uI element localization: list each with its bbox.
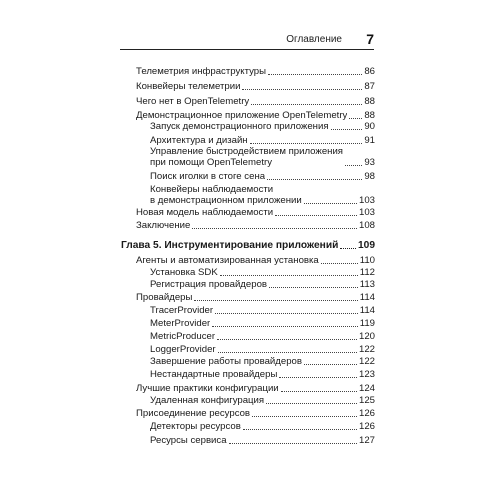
toc-entry-title: Регистрация провайдеров bbox=[150, 279, 267, 290]
toc-entry-page: 103 bbox=[358, 195, 375, 206]
toc-entry[interactable] bbox=[136, 383, 375, 394]
toc-entry[interactable] bbox=[150, 121, 375, 132]
toc-entry[interactable] bbox=[150, 331, 375, 342]
dot-leader bbox=[251, 104, 362, 105]
toc-entry-title: Детекторы ресурсов bbox=[150, 421, 241, 432]
dot-leader bbox=[345, 165, 362, 166]
dot-leader bbox=[243, 429, 357, 430]
toc-entry-title: Агенты и автоматизированная установка bbox=[136, 255, 319, 266]
dot-leader bbox=[266, 403, 357, 404]
toc-entry-page: 90 bbox=[364, 121, 375, 132]
header-page-number: 7 bbox=[366, 31, 374, 47]
toc-entry[interactable] bbox=[150, 171, 375, 182]
toc-entry-page: 88 bbox=[364, 110, 375, 121]
toc-entry-title: Новая модель наблюдаемости bbox=[136, 207, 274, 218]
dot-leader bbox=[220, 275, 358, 276]
toc-entry-title: Архитектура и дизайн bbox=[150, 135, 248, 146]
toc-entry-page: 124 bbox=[358, 383, 375, 394]
toc-entry-page: 86 bbox=[364, 66, 375, 77]
toc-entry-page: 126 bbox=[358, 408, 375, 419]
dot-leader bbox=[275, 215, 357, 216]
toc-entry-title-line2: в демонстрационном приложении bbox=[150, 195, 302, 206]
dot-leader bbox=[340, 248, 356, 249]
toc-entry[interactable] bbox=[150, 146, 375, 168]
toc-entry-title: Установка SDK bbox=[150, 267, 218, 278]
toc-entry-page: 93 bbox=[364, 157, 375, 168]
toc-entry[interactable] bbox=[150, 305, 375, 316]
toc-entry-page: 127 bbox=[358, 435, 375, 446]
dot-leader bbox=[269, 287, 358, 288]
toc-entry-page: 122 bbox=[358, 356, 375, 367]
toc-entry-title: LoggerProvider bbox=[150, 344, 216, 355]
toc-entry-title: Завершение работы провайдеров bbox=[150, 356, 302, 367]
toc-entry-title: Лучшие практики конфигурации bbox=[136, 383, 279, 394]
toc-entry-title: TracerProvider bbox=[150, 305, 214, 316]
toc-entry[interactable] bbox=[150, 356, 375, 367]
toc-entry-page: 123 bbox=[358, 369, 375, 380]
toc-entry[interactable] bbox=[136, 96, 375, 107]
dot-leader bbox=[321, 263, 358, 264]
toc-entry[interactable] bbox=[150, 279, 375, 290]
dot-leader bbox=[252, 416, 357, 417]
dot-leader bbox=[215, 313, 358, 314]
toc-entry[interactable] bbox=[150, 435, 375, 446]
dot-leader bbox=[267, 179, 362, 180]
toc-entry-page: 119 bbox=[359, 318, 375, 329]
dot-leader bbox=[218, 352, 357, 353]
toc-chapter-entry[interactable] bbox=[121, 240, 375, 251]
header-title: Оглавление bbox=[286, 34, 342, 45]
toc-entry-page: 114 bbox=[359, 292, 375, 303]
toc-entry-page: 109 bbox=[358, 240, 375, 251]
toc-entry-title: Заключение bbox=[136, 220, 191, 231]
toc-entry-page: 126 bbox=[358, 421, 375, 432]
toc-entry-title: Чего нет в OpenTelemetry bbox=[136, 96, 250, 107]
toc-entry-page: 120 bbox=[358, 331, 375, 342]
toc-entry[interactable] bbox=[150, 369, 375, 380]
dot-leader bbox=[192, 228, 357, 229]
toc-entry[interactable] bbox=[136, 408, 375, 419]
toc-entry[interactable] bbox=[150, 395, 375, 406]
dot-leader bbox=[349, 118, 362, 119]
dot-leader bbox=[250, 143, 363, 144]
dot-leader bbox=[194, 300, 357, 301]
toc-entry-page: 125 bbox=[358, 395, 375, 406]
toc-entry[interactable] bbox=[136, 81, 375, 92]
toc-entry-title: MeterProvider bbox=[150, 318, 211, 329]
toc-entry[interactable] bbox=[136, 110, 375, 121]
toc-entry-title: Конвейеры телеметрии bbox=[136, 81, 241, 92]
toc-entry[interactable] bbox=[136, 292, 375, 303]
toc-entry-title: Поиск иголки в стоге сена bbox=[150, 171, 266, 182]
toc-entry-page: 88 bbox=[364, 96, 375, 107]
toc-entry-page: 91 bbox=[364, 135, 375, 146]
toc-entry[interactable] bbox=[150, 421, 375, 432]
toc-entry-page: 87 bbox=[364, 81, 375, 92]
dot-leader bbox=[281, 391, 357, 392]
toc-entry-page: 98 bbox=[364, 171, 375, 182]
toc-entry[interactable] bbox=[136, 207, 375, 218]
dot-leader bbox=[242, 89, 362, 90]
dot-leader bbox=[268, 74, 362, 75]
dot-leader bbox=[304, 364, 357, 365]
toc-entry-page: 110 bbox=[359, 255, 375, 266]
toc-entry-title bbox=[150, 184, 302, 206]
dot-leader bbox=[217, 339, 357, 340]
toc-entry-page: 103 bbox=[358, 207, 375, 218]
toc-entry[interactable] bbox=[136, 220, 375, 231]
toc-entry[interactable] bbox=[150, 267, 375, 278]
toc-entry-title-line1: Конвейеры наблюдаемости bbox=[150, 184, 274, 195]
dot-leader bbox=[304, 203, 357, 204]
toc-entry[interactable] bbox=[136, 255, 375, 266]
toc-entry-page: 113 bbox=[359, 279, 375, 290]
dot-leader bbox=[279, 377, 357, 378]
toc-entry[interactable] bbox=[150, 184, 375, 206]
toc-entry-page: 122 bbox=[358, 344, 375, 355]
toc-entry-title: Глава 5. Инструментирование приложений bbox=[121, 240, 339, 251]
toc-entry[interactable] bbox=[136, 66, 375, 77]
toc-entry-page: 108 bbox=[358, 220, 375, 231]
dot-leader bbox=[331, 129, 363, 130]
toc-entry-page: 114 bbox=[359, 305, 375, 316]
toc-entry[interactable] bbox=[150, 135, 375, 146]
toc-entry[interactable] bbox=[150, 318, 375, 329]
toc-entry-title: Телеметрия инфраструктуры bbox=[136, 66, 266, 77]
toc-entry-page: 112 bbox=[359, 267, 375, 278]
toc-entry-title: Запуск демонстрационного приложения bbox=[150, 121, 329, 132]
dot-leader bbox=[229, 443, 357, 444]
toc-entry[interactable] bbox=[150, 344, 375, 355]
toc-entry-title-line1: Управление быстродействием приложения bbox=[150, 146, 344, 157]
toc-entry-title: MetricProducer bbox=[150, 331, 216, 342]
toc-entry-title: Удаленная конфигурация bbox=[150, 395, 265, 406]
toc-entry-title: Ресурсы сервиса bbox=[150, 435, 227, 446]
toc-entry-title: Присоединение ресурсов bbox=[136, 408, 251, 419]
toc-entry-title: Нестандартные провайдеры bbox=[150, 369, 278, 380]
dot-leader bbox=[212, 326, 357, 327]
toc-entry-title-line2: при помощи OpenTelemetry bbox=[150, 157, 272, 168]
toc-entry-title: Провайдеры bbox=[136, 292, 193, 303]
toc-entry-title: Демонстрационное приложение OpenTelemetry bbox=[136, 110, 348, 121]
toc-entry-title bbox=[150, 146, 343, 168]
